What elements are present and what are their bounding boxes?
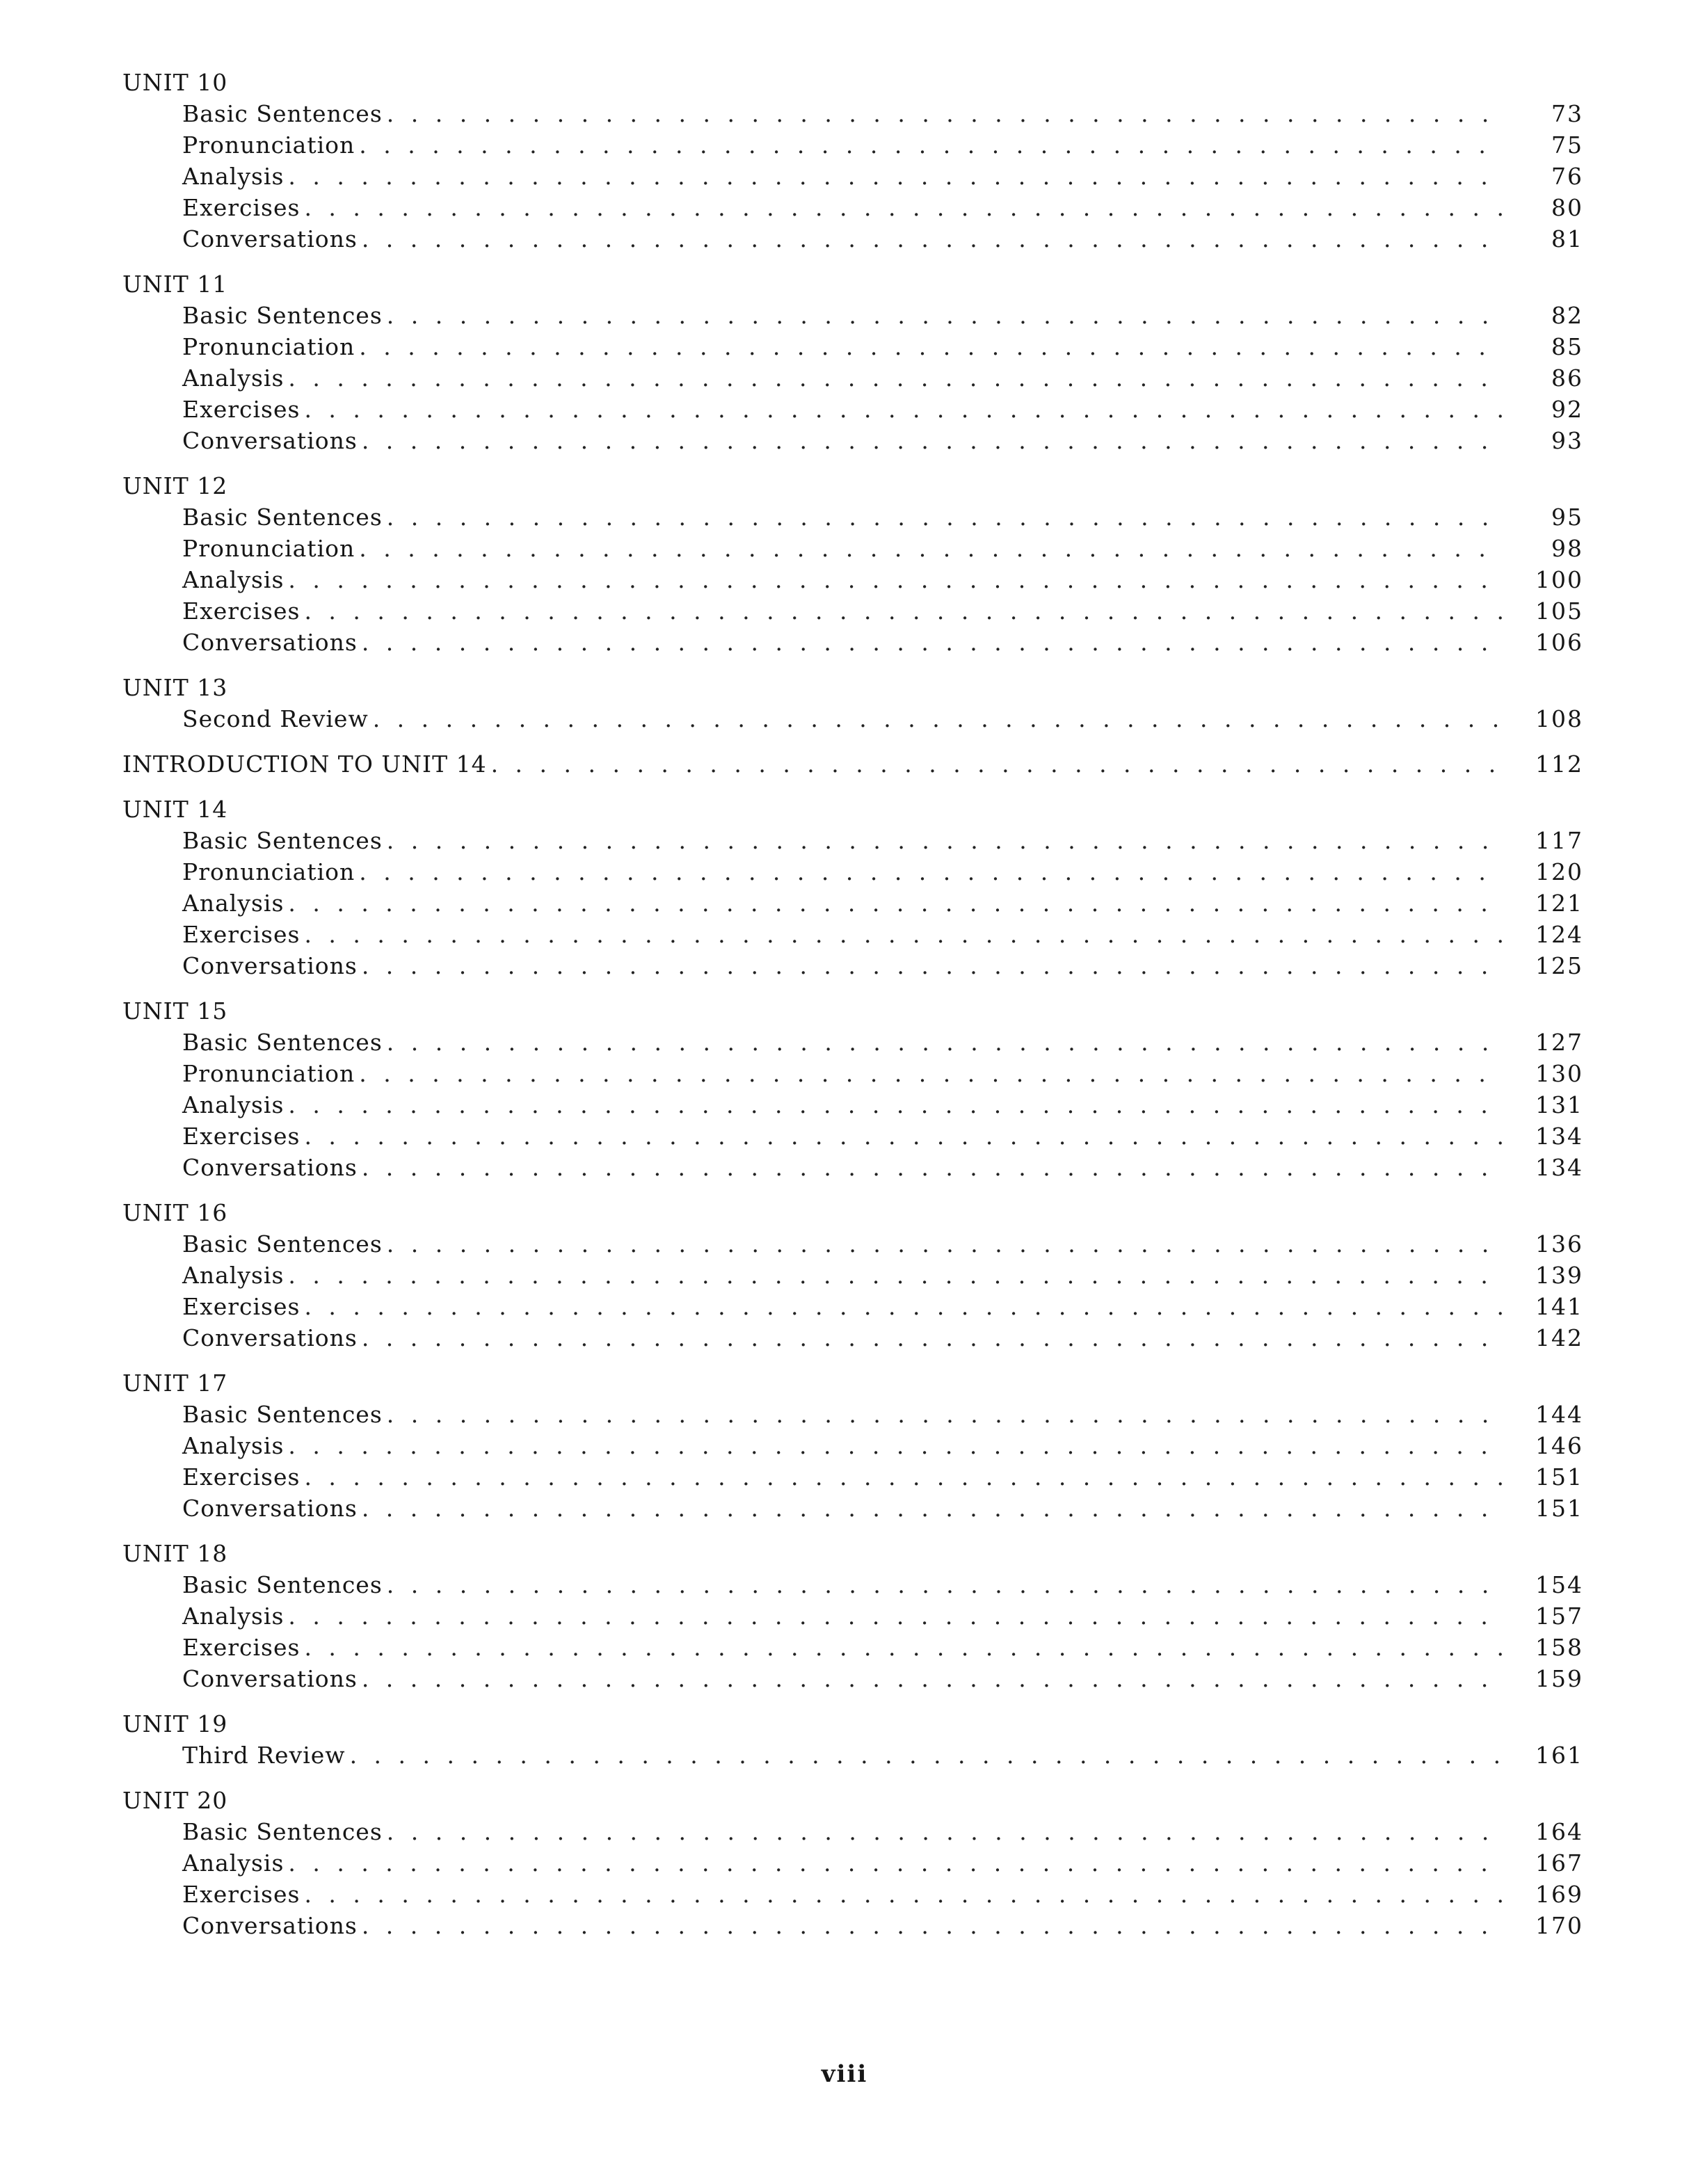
toc-entry[interactable]: [122, 331, 1583, 362]
toc-entry[interactable]: [122, 1322, 1583, 1354]
toc-entry[interactable]: [122, 501, 1583, 533]
leader-dots: [359, 1058, 1503, 1089]
leader-dots: [304, 1291, 1503, 1322]
entry-page: 144: [1535, 1401, 1583, 1428]
leader-dots: [359, 533, 1503, 564]
entry-page: 73: [1551, 100, 1583, 127]
leader-dots: [288, 1089, 1503, 1121]
entry-label: Analysis: [182, 364, 285, 392]
entry-label: Conversations: [182, 629, 358, 656]
toc-entry[interactable]: [122, 1910, 1583, 1941]
entry-label: Exercises: [182, 1634, 301, 1661]
toc-entry[interactable]: [122, 950, 1583, 981]
leader-dots: [387, 300, 1503, 331]
toc-entry[interactable]: [122, 425, 1583, 456]
entry-page: 157: [1535, 1603, 1583, 1630]
entry-page: 141: [1535, 1293, 1583, 1320]
entry-label: Pronunciation: [182, 535, 355, 562]
toc-entry[interactable]: [122, 223, 1583, 255]
unit-block: [122, 1708, 1583, 1771]
toc-entry[interactable]: [122, 1600, 1583, 1632]
entry-page: 125: [1535, 952, 1583, 979]
entry-page: 164: [1535, 1818, 1583, 1845]
toc-entry[interactable]: [122, 1847, 1583, 1879]
entry-page: 169: [1535, 1881, 1583, 1908]
unit-block: [122, 470, 1583, 658]
entry-label: Conversations: [182, 1665, 358, 1692]
toc-entry[interactable]: [122, 1493, 1583, 1524]
toc-entry[interactable]: [122, 1058, 1583, 1089]
entry-page: 130: [1535, 1060, 1583, 1087]
toc-entry[interactable]: [122, 703, 1583, 734]
leader-dots: [387, 1569, 1503, 1600]
entry-page: 154: [1535, 1571, 1583, 1598]
unit-block: [122, 1785, 1583, 1941]
entry-label: Basic Sentences: [182, 504, 383, 531]
leader-dots: [362, 1152, 1503, 1183]
leader-dots: [288, 1430, 1503, 1461]
entry-page: 98: [1551, 535, 1583, 562]
entry-label: Exercises: [182, 1881, 301, 1908]
entry-page: 112: [1535, 750, 1583, 778]
entry-page: 134: [1535, 1154, 1583, 1181]
entry-label: Second Review: [182, 705, 369, 732]
toc-entry[interactable]: [122, 300, 1583, 331]
leader-dots: [491, 748, 1503, 780]
entry-label: Analysis: [182, 1432, 285, 1459]
leader-dots: [288, 564, 1503, 595]
leader-dots: [362, 1663, 1503, 1694]
entry-page: 108: [1535, 705, 1583, 732]
unit-heading: UNIT 20: [122, 1787, 228, 1814]
toc-entry[interactable]: [122, 533, 1583, 564]
leader-dots: [288, 1847, 1503, 1879]
entry-page: 151: [1535, 1495, 1583, 1522]
toc-entry-introduction[interactable]: [122, 748, 1583, 780]
toc-entry[interactable]: [122, 1663, 1583, 1694]
toc-entry[interactable]: [122, 192, 1583, 223]
entry-page: 92: [1551, 396, 1583, 423]
toc-entry[interactable]: [122, 1121, 1583, 1152]
toc-entry[interactable]: [122, 595, 1583, 627]
entry-page: 117: [1535, 827, 1583, 854]
entry-label: Analysis: [182, 890, 285, 917]
toc-entry[interactable]: [122, 888, 1583, 919]
entry-page: 86: [1551, 364, 1583, 392]
unit-block: [122, 995, 1583, 1183]
leader-dots: [304, 192, 1503, 223]
entry-page: 127: [1535, 1029, 1583, 1056]
toc-entry[interactable]: [122, 1879, 1583, 1910]
entry-label: Analysis: [182, 1091, 285, 1118]
leader-dots: [288, 888, 1503, 919]
unit-heading: UNIT 11: [122, 271, 228, 298]
toc-entry[interactable]: [122, 919, 1583, 950]
table-of-contents: [122, 67, 1583, 1955]
entry-page: 82: [1551, 302, 1583, 329]
entry-page: 131: [1535, 1091, 1583, 1118]
leader-dots: [362, 223, 1503, 255]
toc-entry[interactable]: [122, 1569, 1583, 1600]
toc-entry[interactable]: [122, 1027, 1583, 1058]
leader-dots: [387, 1816, 1503, 1847]
entry-page: 80: [1551, 194, 1583, 221]
toc-entry[interactable]: [122, 161, 1583, 192]
unit-heading: UNIT 18: [122, 1540, 228, 1567]
entry-label: Exercises: [182, 396, 301, 423]
entry-label: Pronunciation: [182, 333, 355, 360]
leader-dots: [387, 501, 1503, 533]
leader-dots: [387, 825, 1503, 856]
entry-page: 75: [1551, 131, 1583, 159]
unit-block: [122, 1197, 1583, 1354]
leader-dots: [359, 856, 1503, 888]
leader-dots: [304, 1461, 1503, 1493]
toc-entry[interactable]: [122, 856, 1583, 888]
entry-label: Exercises: [182, 1123, 301, 1150]
entry-label: Conversations: [182, 427, 358, 454]
entry-label: Third Review: [182, 1742, 346, 1769]
entry-label: Analysis: [182, 566, 285, 593]
entry-page: 95: [1551, 504, 1583, 531]
leader-dots: [288, 1260, 1503, 1291]
toc-entry[interactable]: [122, 1228, 1583, 1260]
leader-dots: [304, 1879, 1503, 1910]
entry-page: 159: [1535, 1665, 1583, 1692]
page-number: viii: [821, 2060, 868, 2088]
leader-dots: [362, 1493, 1503, 1524]
entry-label: Conversations: [182, 1912, 358, 1939]
unit-heading: UNIT 17: [122, 1370, 228, 1397]
leader-dots: [304, 1121, 1503, 1152]
entry-label: INTRODUCTION TO UNIT 14: [122, 750, 487, 778]
entry-label: Pronunciation: [182, 1060, 355, 1087]
entry-label: Pronunciation: [182, 858, 355, 885]
entry-label: Conversations: [182, 1154, 358, 1181]
leader-dots: [362, 1322, 1503, 1354]
entry-label: Basic Sentences: [182, 1029, 383, 1056]
unit-heading: UNIT 13: [122, 674, 228, 701]
entry-label: Basic Sentences: [182, 827, 383, 854]
leader-dots: [387, 1399, 1503, 1430]
entry-page: 81: [1551, 225, 1583, 252]
leader-dots: [387, 98, 1503, 129]
entry-page: 106: [1535, 629, 1583, 656]
leader-dots: [304, 595, 1503, 627]
entry-page: 161: [1535, 1742, 1583, 1769]
leader-dots: [362, 425, 1503, 456]
leader-dots: [362, 1910, 1503, 1941]
leader-dots: [387, 1228, 1503, 1260]
entry-page: 93: [1551, 427, 1583, 454]
entry-page: 85: [1551, 333, 1583, 360]
unit-heading: UNIT 15: [122, 997, 228, 1025]
unit-block: [122, 268, 1583, 456]
entry-label: Basic Sentences: [182, 1571, 383, 1598]
unit-block: [122, 1538, 1583, 1694]
unit-heading: UNIT 16: [122, 1199, 228, 1226]
toc-entry[interactable]: [122, 1152, 1583, 1183]
leader-dots: [288, 1600, 1503, 1632]
leader-dots: [288, 161, 1503, 192]
leader-dots: [304, 1632, 1503, 1663]
entry-label: Basic Sentences: [182, 100, 383, 127]
toc-entry[interactable]: [122, 1816, 1583, 1847]
entry-label: Basic Sentences: [182, 302, 383, 329]
toc-entry[interactable]: [122, 1430, 1583, 1461]
entry-label: Exercises: [182, 597, 301, 625]
entry-label: Exercises: [182, 1293, 301, 1320]
leader-dots: [362, 627, 1503, 658]
toc-entry[interactable]: [122, 362, 1583, 394]
leader-dots: [359, 331, 1503, 362]
entry-page: 136: [1535, 1230, 1583, 1258]
toc-entry[interactable]: [122, 627, 1583, 658]
entry-label: Analysis: [182, 1603, 285, 1630]
unit-heading: UNIT 19: [122, 1710, 228, 1737]
toc-entry[interactable]: [122, 394, 1583, 425]
leader-dots: [304, 919, 1503, 950]
entry-page: 167: [1535, 1849, 1583, 1877]
entry-page: 134: [1535, 1123, 1583, 1150]
entry-label: Pronunciation: [182, 131, 355, 159]
entry-label: Basic Sentences: [182, 1818, 383, 1845]
unit-block: [122, 748, 1583, 780]
entry-label: Exercises: [182, 921, 301, 948]
entry-page: 120: [1535, 858, 1583, 885]
entry-page: 76: [1551, 163, 1583, 190]
entry-page: 105: [1535, 597, 1583, 625]
leader-dots: [362, 950, 1503, 981]
entry-page: 151: [1535, 1463, 1583, 1491]
unit-heading: UNIT 14: [122, 796, 228, 823]
leader-dots: [288, 362, 1503, 394]
leader-dots: [387, 1027, 1503, 1058]
toc-entry[interactable]: [122, 98, 1583, 129]
entry-label: Basic Sentences: [182, 1230, 383, 1258]
toc-entry[interactable]: [122, 564, 1583, 595]
toc-entry[interactable]: [122, 1632, 1583, 1663]
leader-dots: [350, 1740, 1503, 1771]
toc-entry[interactable]: [122, 1461, 1583, 1493]
unit-block: [122, 67, 1583, 255]
toc-entry[interactable]: [122, 1260, 1583, 1291]
entry-label: Analysis: [182, 1262, 285, 1289]
unit-block: [122, 1367, 1583, 1524]
unit-block: [122, 672, 1583, 734]
entry-label: Conversations: [182, 225, 358, 252]
toc-entry[interactable]: [122, 1740, 1583, 1771]
toc-entry[interactable]: [122, 1291, 1583, 1322]
entry-page: 121: [1535, 890, 1583, 917]
entry-label: Exercises: [182, 1463, 301, 1491]
entry-page: 124: [1535, 921, 1583, 948]
entry-page: 100: [1535, 566, 1583, 593]
leader-dots: [373, 703, 1503, 734]
toc-entry[interactable]: [122, 825, 1583, 856]
entry-page: 170: [1535, 1912, 1583, 1939]
entry-label: Exercises: [182, 194, 301, 221]
entry-page: 146: [1535, 1432, 1583, 1459]
entry-page: 139: [1535, 1262, 1583, 1289]
entry-label: Analysis: [182, 1849, 285, 1877]
entry-label: Conversations: [182, 1495, 358, 1522]
entry-label: Conversations: [182, 1324, 358, 1351]
entry-page: 158: [1535, 1634, 1583, 1661]
unit-block: [122, 794, 1583, 981]
entry-label: Analysis: [182, 163, 285, 190]
toc-entry[interactable]: [122, 129, 1583, 161]
entry-label: Basic Sentences: [182, 1401, 383, 1428]
entry-label: Conversations: [182, 952, 358, 979]
toc-entry[interactable]: [122, 1089, 1583, 1121]
unit-heading: UNIT 10: [122, 69, 228, 96]
toc-entry[interactable]: [122, 1399, 1583, 1430]
entry-page: 142: [1535, 1324, 1583, 1351]
leader-dots: [304, 394, 1503, 425]
unit-heading: UNIT 12: [122, 472, 228, 499]
leader-dots: [359, 129, 1503, 161]
